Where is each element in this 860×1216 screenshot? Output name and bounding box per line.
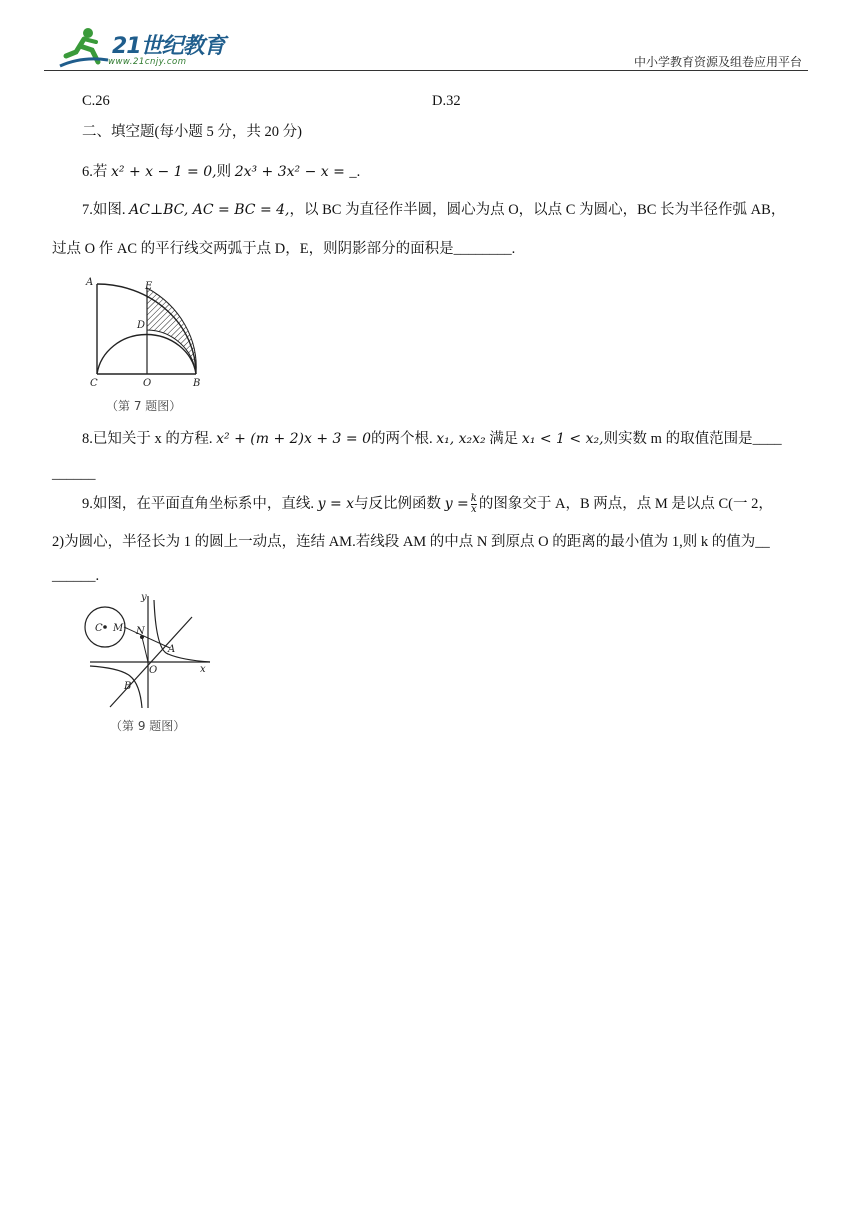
question-7-line1	[82, 201, 785, 219]
q6-expression: 2x³ + 3x² − x =	[234, 164, 350, 180]
brand-logo	[58, 26, 228, 72]
label-m: M	[113, 623, 124, 634]
label-a: A	[168, 644, 176, 655]
label-n: N	[136, 626, 145, 637]
q8-condition: x₁ < 1 < x₂,	[521, 431, 604, 447]
label-c: C	[90, 378, 98, 389]
logo-text: 21世纪教育	[112, 34, 225, 59]
question-8-line2: ______	[52, 466, 96, 482]
q6-mid: 则	[216, 164, 232, 180]
q8-cond-prefix: 满足	[489, 431, 519, 447]
q8-tail: 则实数 m 的取值范围是____	[603, 431, 782, 447]
q6-prefix: 6.若	[82, 164, 108, 180]
q6-equation: x² + x − 1 = 0,	[111, 164, 217, 180]
q8-equation: x² + (m + 2)x + 3 = 0	[216, 431, 371, 447]
header-divider	[44, 70, 808, 71]
platform-name: 中小学教育资源及组卷应用平台	[633, 55, 802, 69]
logo-url: www.21cnjy.com	[108, 57, 187, 67]
label-a: A	[86, 277, 94, 288]
q9-frac-num: k	[470, 493, 477, 504]
option-d: D.32	[432, 93, 461, 109]
q9-line-eq: y = x	[317, 495, 355, 512]
label-b: B	[193, 378, 201, 389]
label-e: E	[145, 281, 153, 292]
label-x: x	[200, 664, 206, 675]
label-c: C	[95, 623, 103, 634]
question-9-line3: ______.	[52, 568, 100, 584]
label-y: y	[141, 592, 147, 603]
q9-text: 的图象交于 A，B 两点，点 M 是以点 C(一 2，	[478, 495, 773, 512]
label-d: D	[137, 320, 146, 331]
q9-frac-den: x	[470, 504, 477, 515]
section-title: 二、填空题(每小题 5 分，共 20 分)	[82, 124, 302, 140]
q8-mid: 的两个根.	[370, 431, 433, 447]
q9-fraction	[471, 494, 477, 515]
figure-7	[84, 276, 214, 394]
figure-9	[80, 592, 220, 712]
figure-7-caption: （第 7 题图）	[106, 399, 182, 413]
question-7-line2: 过点 O 作 AC 的平行线交两弧于点 D，E，则阴影部分的面积是________.	[52, 241, 516, 257]
q9-prefix: 9.如图，在平面直角坐标系中，直线.	[82, 495, 314, 512]
q7-prefix: 7.如图.	[82, 202, 126, 218]
question-9-line1	[82, 494, 773, 515]
q7-condition: AC⊥BC, AC = BC = 4,	[129, 202, 290, 218]
question-6	[82, 163, 360, 181]
question-9-line2: 2)为圆心，半径长为 1 的圆上一动点，连结 AM.若线段 AM 的中点 N 到原点 O 的距离的最小值为 1,则 k 的值为__	[52, 534, 770, 550]
q6-blank: _.	[349, 164, 361, 180]
q8-roots: x₁, x₂x₂	[436, 431, 486, 447]
label-o: O	[143, 378, 152, 389]
label-b: B	[124, 681, 132, 692]
q9-mid: 与反比例函数	[354, 495, 442, 512]
figure-9-caption: （第 9 题图）	[110, 719, 186, 733]
q9-func-y: y =	[444, 495, 469, 512]
option-c: C.26	[82, 93, 110, 109]
question-8-line1	[82, 430, 782, 448]
q7-text: ，以 BC 为直径作半圆，圆心为点 O，以点 C 为圆心，BC 长为半径作弧 AB，	[289, 202, 786, 218]
q8-prefix: 8.已知关于 x 的方程.	[82, 431, 213, 447]
runner-icon	[58, 26, 110, 70]
label-o: O	[149, 665, 158, 676]
